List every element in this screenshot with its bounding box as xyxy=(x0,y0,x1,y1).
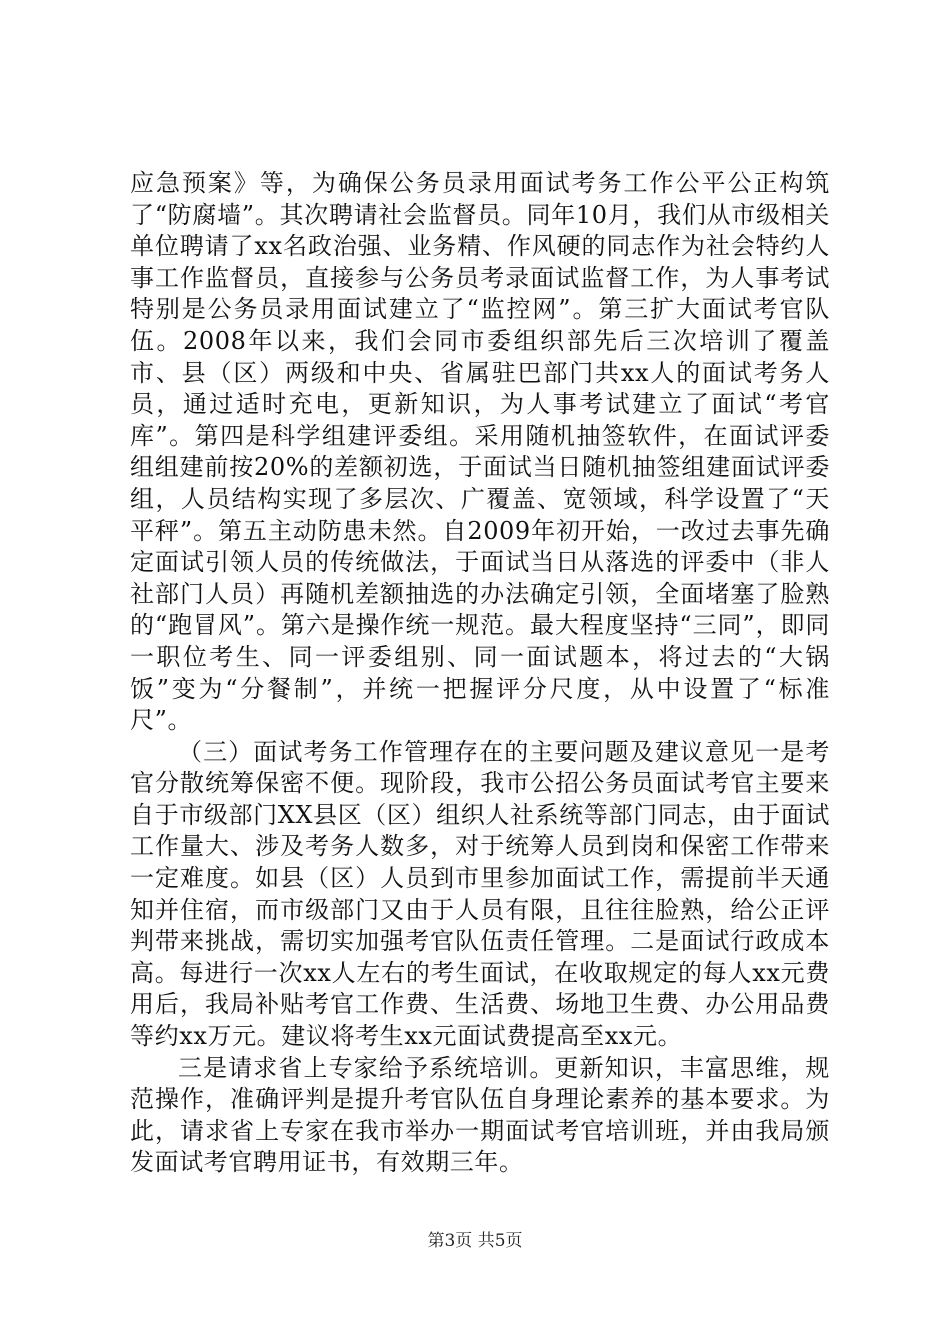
paragraph-2: （三）面试考务工作管理存在的主要问题及建议意见一是考官分散统筹保密不便。现阶段，我市公招公务员面试考官主要来自于市级部门XX县区（区）组织人社系统等部门同志，由于面试工作量大、涉及考务人数多，对于统筹人员到岗和保密工作带来一定难度。如县（区）人员到市里参加面试工作，需提前半天通知并住宿，而市级部门又由于人员有限，且往往脸熟，给公正评判带来挑战，需切实加强考官队伍责任管理。二是面试行政成本高。每进行一次xx人左右的考生面试，在收取规定的每人xx元费用后，我局补贴考官工作费、生活费、场地卫生费、办公用品费等约xx万元。建议将考生xx元面试费提高至xx元。 xyxy=(130,737,830,1051)
page-number-footer: 第3页 共5页 xyxy=(427,1231,523,1251)
paragraph-1: 应急预案》等，为确保公务员录用面试考务工作公平公正构筑了“防腐墙”。其次聘请社会监督员。同年10月，我们从市级相关单位聘请了xx名政治强、业务精、作风硬的同志作为社会特约人事工作监督员，直接参与公务员考录面试监督工作，为人事考试特别是公务员录用面试建立了“监控网”。第三扩大面试考官队伍。2008年以来，我们会同市委组织部先后三次培训了覆盖市、县（区）两级和中央、省属驻巴部门共xx人的面试考务人员，通过适时充电，更新知识，为人事考试建立了面试“考官库”。第四是科学组建评委组。采用随机抽签软件，在面试评委组组建前按20%的差额初选，于面试当日随机抽签组建面试评委组，人员结构实现了多层次、广覆盖、宽领域，科学设置了“天平秤”。第五主动防患未然。自2009年初开始，一改过去事先确定面试引领人员的传统做法，于面试当日从落选的评委中（非人社部门人员）再随机差额抽选的办法确定引领，全面堵塞了脸熟的“跑冒风”。第六是操作统一规范。最大程度坚持“三同”，即同一职位考生、同一评委组别、同一面试题本，将过去的“大锅饭”变为“分餐制”，并统一把握评分尺度，从中设置了“标准尺”。 xyxy=(130,169,830,735)
document-body xyxy=(130,168,830,1179)
paragraph-3: 三是请求省上专家给予系统培训。更新知识，丰富思维，规范操作，准确评判是提升考官队伍自身理论素养的基本要求。为此，请求省上专家在我市举办一期面试考官培训班，并由我局颁发面试考官聘用证书，有效期三年。 xyxy=(130,1053,830,1177)
